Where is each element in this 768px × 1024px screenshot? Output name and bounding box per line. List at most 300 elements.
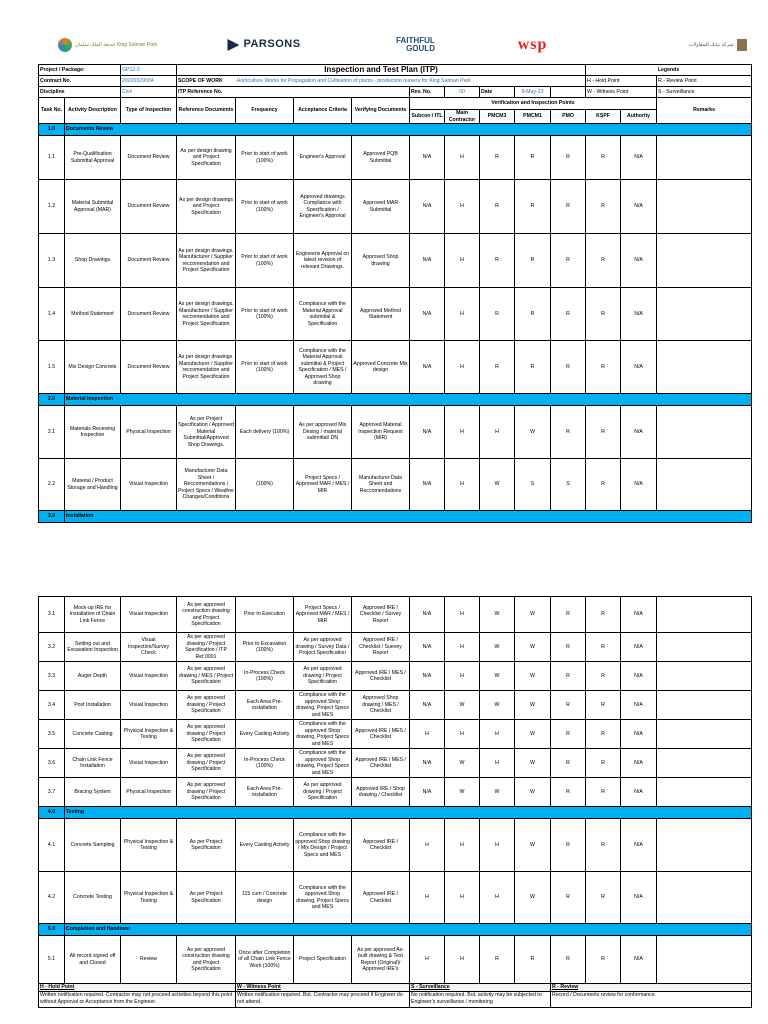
cell-point-pmo: R: [551, 662, 586, 691]
cell-reference-documents: As per approved drawing / MES / Project Specification: [177, 662, 236, 691]
cell-reference-documents: As per approved drawing / Project Specification: [177, 749, 236, 778]
cell-reference-documents: As per approved construction drawing and Project Specification: [177, 936, 236, 984]
cell-point-pmo: R: [551, 749, 586, 778]
cell-remarks: [657, 136, 752, 180]
cell-point-kspf: R: [586, 234, 621, 288]
table-row: [39, 459, 752, 511]
cell-reference-documents: As per design drawings and Project Specification: [177, 180, 236, 234]
cell-point-pmcm1: W: [515, 872, 551, 924]
cell-inspection-type: Document Review: [121, 341, 177, 394]
cell-point-main-contractor: H: [445, 136, 480, 180]
footer-review-text: Record / Documents review for conformance.: [551, 992, 752, 1008]
table-row: [39, 597, 752, 633]
cell-point-authority: N/A: [621, 633, 657, 662]
cell-point-pmcm3: W: [480, 662, 515, 691]
cell-point-pmcm1: W: [515, 819, 551, 872]
fg-bottom-text: GOULD: [406, 44, 435, 53]
table-row: [39, 341, 752, 394]
cell-task-number: 5.1: [39, 936, 65, 984]
cell-activity-description: Auger Depth: [65, 662, 121, 691]
cell-remarks: [657, 691, 752, 720]
cell-point-pmcm1: R: [515, 288, 551, 341]
cell-point-pmcm3: W: [480, 459, 515, 511]
cell-activity-description: Mock-up IRE for Installation of Chain Link Fence: [65, 597, 121, 633]
logo-parsons: [177, 26, 352, 65]
cell-activity-description: Materials Receiving Inspection: [65, 406, 121, 459]
cell-task-number: 3.6: [39, 749, 65, 778]
cell-frequency: Prior to start of work (100%): [236, 234, 294, 288]
table-row: [39, 720, 752, 749]
col-main-contractor: Main Contractor: [445, 110, 480, 124]
cell-point-authority: N/A: [621, 778, 657, 807]
section-number: 5.0: [39, 924, 65, 936]
logo-faithful-gould: [352, 26, 480, 65]
legends-label: Legends: [586, 65, 752, 76]
cell-acceptance-criteria: Compliance with the approved Shop drawing, Project Specs and MES: [294, 720, 352, 749]
cell-point-authority: N/A: [621, 936, 657, 984]
cell-inspection-type: Document Review: [121, 234, 177, 288]
cell-point-authority: N/A: [621, 341, 657, 394]
cell-task-number: 1.2: [39, 180, 65, 234]
section-header: [39, 124, 752, 136]
cell-inspection-type: Physical Inspection: [121, 778, 177, 807]
cell-acceptance-criteria: Compliance with the approved Shop drawing, Project Specs and MES: [294, 872, 352, 924]
cell-point-main-contractor: H: [445, 633, 480, 662]
cell-activity-description: Setting out and Excavation Inspection: [65, 633, 121, 662]
table-row: [39, 662, 752, 691]
cell-point-pmo: R: [551, 720, 586, 749]
footer-legend-titles: [39, 984, 752, 992]
cell-point-main-contractor: W: [445, 778, 480, 807]
cell-reference-documents: As per approved drawing / Project Specification: [177, 778, 236, 807]
cell-inspection-type: Physical Inspection & Testing: [121, 819, 177, 872]
cell-remarks: [657, 234, 752, 288]
cell-reference-documents: As per approved drawing / Project Specification / ITP Ref.0001: [177, 633, 236, 662]
cell-frequency: Prior to Excavation (100%): [236, 633, 294, 662]
cell-verifying-documents: Approved IRE / Checklist / Survey Report: [352, 597, 410, 633]
footer-legend-texts: [39, 992, 752, 1008]
cell-remarks: [657, 872, 752, 924]
cell-remarks: [657, 288, 752, 341]
cell-point-pmo: S: [551, 459, 586, 511]
table-row: [39, 136, 752, 180]
cell-acceptance-criteria: Approved drawings Compliance with Specification / Engineer's Approval: [294, 180, 352, 234]
cell-point-subcon: N/A: [410, 136, 445, 180]
cell-activity-description: Material / Product Storage and Handling: [65, 459, 121, 511]
cell-point-pmcm3: H: [480, 872, 515, 924]
cell-verifying-documents: Approved Concrete Mix design: [352, 341, 410, 394]
cell-point-pmcm3: R: [480, 234, 515, 288]
cell-task-number: 1.5: [39, 341, 65, 394]
logo-king-salman-park: [39, 26, 177, 65]
section-title: Completion and Handover: [65, 924, 752, 936]
rev-value: 00: [445, 87, 480, 98]
cell-task-number: 3.1: [39, 597, 65, 633]
cell-point-authority: N/A: [621, 872, 657, 924]
cell-point-pmcm3: H: [480, 720, 515, 749]
cell-point-pmo: R: [551, 819, 586, 872]
cell-point-pmo: R: [551, 180, 586, 234]
logo-right-text: شركة نيابك للمقاولات: [688, 41, 734, 48]
rev-label: Rev. No.: [410, 87, 445, 98]
cell-point-kspf: R: [586, 597, 621, 633]
cell-point-subcon: H: [410, 819, 445, 872]
discipline-value: Civil: [121, 87, 177, 98]
cell-verifying-documents: Approved PQB Submittal: [352, 136, 410, 180]
footer-hold-title: H - Hold Point: [39, 984, 236, 992]
king-salman-park-logo-icon: [58, 38, 72, 52]
cell-point-pmo: R: [551, 936, 586, 984]
cell-point-subcon: N/A: [410, 180, 445, 234]
cell-frequency: Every Casting Activity: [236, 819, 294, 872]
cell-point-subcon: H: [410, 936, 445, 984]
cell-frequency: Each Area Pre-installation: [236, 691, 294, 720]
cell-verifying-documents: Approved IRE / Checklist: [352, 819, 410, 872]
cell-inspection-type: Visual Inspection: [121, 597, 177, 633]
cell-point-kspf: R: [586, 662, 621, 691]
cell-point-main-contractor: H: [445, 720, 480, 749]
cell-point-main-contractor: H: [445, 288, 480, 341]
cell-point-kspf: R: [586, 180, 621, 234]
date-value: 8-May-23: [515, 87, 551, 98]
col-verification-points: Verification and Inspection Points: [410, 98, 657, 110]
cell-reference-documents: As per Project Specification / Approved Material Submittal/Approved Shop Drawings.: [177, 406, 236, 459]
cell-acceptance-criteria: Project Specification: [294, 936, 352, 984]
cell-point-authority: N/A: [621, 691, 657, 720]
cell-point-pmcm3: R: [480, 936, 515, 984]
cell-point-main-contractor: H: [445, 180, 480, 234]
cell-point-pmo: R: [551, 288, 586, 341]
section-header: [39, 511, 752, 523]
cell-point-pmcm3: H: [480, 819, 515, 872]
cell-reference-documents: Manufacturer Data Sheet / Reccomendations / Project Specs / Weather Changes/Conditions: [177, 459, 236, 511]
cell-frequency: Prior to start of work (100%): [236, 180, 294, 234]
cell-remarks: [657, 720, 752, 749]
cell-reference-documents: As per design drawings. Manufacturer / Supplier reccomendation and Project Specification: [177, 341, 236, 394]
cell-point-subcon: H: [410, 720, 445, 749]
cell-point-pmo: R: [551, 234, 586, 288]
cell-point-pmo: R: [551, 341, 586, 394]
cell-remarks: [657, 662, 752, 691]
cell-acceptance-criteria: Project Specs / Approved MAR / MES / MIR: [294, 459, 352, 511]
cell-inspection-type: Physical Inspection & Testing: [121, 872, 177, 924]
cell-acceptance-criteria: Engineer's Approval: [294, 136, 352, 180]
cell-point-kspf: R: [586, 406, 621, 459]
cell-point-pmo: R: [551, 136, 586, 180]
legend-witness: W - Witness Point: [586, 87, 657, 98]
cell-frequency: 115 cum / Concrete design: [236, 872, 294, 924]
date-label: Date: [480, 87, 515, 98]
cell-verifying-documents: Approved IRE / Checklist: [352, 872, 410, 924]
cell-verifying-documents: Approved Shop drawing / MES / Checklist: [352, 691, 410, 720]
cell-point-kspf: R: [586, 288, 621, 341]
cell-point-pmo: R: [551, 691, 586, 720]
cell-point-subcon: N/A: [410, 234, 445, 288]
cell-task-number: 2.1: [39, 406, 65, 459]
itp-ref-label: ITP Reference No.: [177, 87, 410, 98]
cell-point-main-contractor: W: [445, 749, 480, 778]
cell-point-pmcm1: W: [515, 597, 551, 633]
col-frequency: Frequency: [236, 98, 294, 124]
cell-point-pmcm3: W: [480, 633, 515, 662]
cell-reference-documents: As per Project Specification: [177, 872, 236, 924]
table-row: [39, 872, 752, 924]
table-row: [39, 778, 752, 807]
cell-point-subcon: N/A: [410, 597, 445, 633]
legend-review: R - Review Point: [657, 76, 752, 87]
cell-point-authority: N/A: [621, 819, 657, 872]
cell-point-main-contractor: W: [445, 691, 480, 720]
cell-task-number: 1.4: [39, 288, 65, 341]
cell-point-main-contractor: H: [445, 459, 480, 511]
cell-task-number: 3.4: [39, 691, 65, 720]
cell-point-authority: N/A: [621, 406, 657, 459]
section-header: [39, 924, 752, 936]
section-header: [39, 807, 752, 819]
cell-reference-documents: As per approved drawing / Project Specification: [177, 691, 236, 720]
cell-frequency: Prior to start of work (100%): [236, 341, 294, 394]
col-activity: Activity Description: [65, 98, 121, 124]
cell-point-pmcm3: R: [480, 180, 515, 234]
cell-point-main-contractor: H: [445, 597, 480, 633]
cell-remarks: [657, 341, 752, 394]
cell-point-kspf: R: [586, 136, 621, 180]
cell-verifying-documents: Approved IRE / MES / Checklist: [352, 720, 410, 749]
parsons-text: PARSONS: [243, 38, 301, 51]
cell-point-subcon: N/A: [410, 459, 445, 511]
cell-frequency: In-Process Check (100%): [236, 749, 294, 778]
cell-verifying-documents: As per approved As-built drawing & Test Report (Original)/ Approved IRE's: [352, 936, 410, 984]
cell-point-pmcm1: S: [515, 459, 551, 511]
cell-point-kspf: R: [586, 936, 621, 984]
cell-point-authority: N/A: [621, 234, 657, 288]
cell-remarks: [657, 597, 752, 633]
cell-point-kspf: R: [586, 459, 621, 511]
legend-hold: H - Hold Point: [586, 76, 657, 87]
cell-acceptance-criteria: As per approved drawing / Project Specification: [294, 662, 352, 691]
cell-acceptance-criteria: Compliance with the approved Shop drawing, Project Specs and MES: [294, 749, 352, 778]
cell-remarks: [657, 180, 752, 234]
footer-surveillance-title: S - Surveillance: [410, 984, 551, 992]
cell-point-pmcm3: R: [480, 288, 515, 341]
cell-point-authority: N/A: [621, 662, 657, 691]
cell-point-main-contractor: H: [445, 341, 480, 394]
cell-point-pmcm3: W: [480, 691, 515, 720]
col-pmo: PMO: [551, 110, 586, 124]
table-row: [39, 633, 752, 662]
cell-reference-documents: As per approved construction drawing and Project Specification: [177, 597, 236, 633]
table-row: [39, 234, 752, 288]
contract-value: 20200329004: [121, 76, 177, 87]
cell-point-subcon: N/A: [410, 778, 445, 807]
cell-inspection-type: Visual Inspection: [121, 749, 177, 778]
parsons-logo-icon: [227, 39, 239, 51]
cell-frequency: Prior to start of work (100%): [236, 288, 294, 341]
cell-point-subcon: N/A: [410, 288, 445, 341]
cell-point-pmcm1: R: [515, 234, 551, 288]
col-task-no: Task No.: [39, 98, 65, 124]
cell-task-number: 1.1: [39, 136, 65, 180]
cell-point-pmcm1: W: [515, 662, 551, 691]
cell-acceptance-criteria: As per approved drawing / Project Specification: [294, 778, 352, 807]
cell-reference-documents: As per approved drawing / Project Specification: [177, 720, 236, 749]
scope-label: SCOPE OF WORK: [177, 76, 236, 87]
legend-surveillance: S - Surveillance: [657, 87, 752, 98]
section-title: Documents Review: [65, 124, 752, 136]
col-subcon: Subcon / ITL: [410, 110, 445, 124]
cell-reference-documents: As per design drawings. Manufacturer / Supplier reccomendation and Project Specification: [177, 288, 236, 341]
cell-point-pmcm1: W: [515, 720, 551, 749]
cell-activity-description: Shop Drawings: [65, 234, 121, 288]
cell-point-pmo: R: [551, 778, 586, 807]
cell-acceptance-criteria: Compliance with the approved Shop drawing / Mix Design / Project Specs and MES: [294, 819, 352, 872]
cell-point-kspf: R: [586, 341, 621, 394]
cell-inspection-type: Document Review: [121, 288, 177, 341]
cell-task-number: 1.3: [39, 234, 65, 288]
cell-reference-documents: As per design drawings. Manufacturer / Supplier reccomendation and Project Specification: [177, 234, 236, 288]
cell-acceptance-criteria: Engineeris Approval on latest revision of relevant Drawings.: [294, 234, 352, 288]
cell-point-subcon: H: [410, 872, 445, 924]
cell-point-kspf: R: [586, 778, 621, 807]
cell-remarks: [657, 406, 752, 459]
cell-point-main-contractor: H: [445, 234, 480, 288]
cell-point-authority: N/A: [621, 136, 657, 180]
cell-remarks: [657, 633, 752, 662]
contract-label: Contract No.: [39, 76, 121, 87]
cell-point-kspf: R: [586, 749, 621, 778]
discipline-label: Discipline: [39, 87, 121, 98]
logo-contractor: [586, 26, 752, 65]
cell-point-pmcm1: R: [515, 180, 551, 234]
cell-point-kspf: R: [586, 819, 621, 872]
cell-verifying-documents: Approved Material Inspection Request (MIR): [352, 406, 410, 459]
project-value: GP12.0: [121, 65, 177, 76]
col-pmcm3: PMCM3: [480, 110, 515, 124]
cell-point-authority: N/A: [621, 459, 657, 511]
cell-point-pmcm1: W: [515, 749, 551, 778]
cell-activity-description: Bracing System: [65, 778, 121, 807]
cell-point-pmo: R: [551, 633, 586, 662]
cell-point-main-contractor: H: [445, 662, 480, 691]
footer-witness-text: Written notification required. But. Contractor may proceed if Engineer do not attend.: [236, 992, 410, 1008]
cell-inspection-type: Physical Inspection & Testing: [121, 720, 177, 749]
fg-top-text: FAITHFUL: [396, 36, 435, 45]
cell-inspection-type: Visual Inspection: [121, 662, 177, 691]
cell-point-main-contractor: H: [445, 406, 480, 459]
cell-task-number: 4.1: [39, 819, 65, 872]
cell-point-pmcm1: W: [515, 406, 551, 459]
cell-remarks: [657, 778, 752, 807]
cell-point-subcon: N/A: [410, 662, 445, 691]
cell-inspection-type: Review: [121, 936, 177, 984]
cell-point-pmcm3: R: [480, 341, 515, 394]
cell-frequency: Prior to Execution: [236, 597, 294, 633]
cell-point-subcon: N/A: [410, 406, 445, 459]
section-number: 2.0: [39, 394, 65, 406]
cell-frequency: Prior to start of work (100%): [236, 136, 294, 180]
cell-acceptance-criteria: As per approved Mix Desing / material submittal/ DN: [294, 406, 352, 459]
col-reference: Reference Documents: [177, 98, 236, 124]
cell-task-number: 3.7: [39, 778, 65, 807]
cell-verifying-documents: Approved IRE / Checklist / Suevey Report: [352, 633, 410, 662]
section-number: 4.0: [39, 807, 65, 819]
cell-task-number: 3.5: [39, 720, 65, 749]
cell-acceptance-criteria: Compliance with the approved Shop drawing, Project Specs and MES: [294, 691, 352, 720]
col-remarks: Remarks: [657, 98, 752, 124]
cell-verifying-documents: Approved IRE / MES / Checklist: [352, 749, 410, 778]
col-type: Type of Inspection: [121, 98, 177, 124]
cell-point-pmcm1: R: [515, 341, 551, 394]
itp-table-page-1: [38, 26, 752, 523]
cell-point-kspf: R: [586, 633, 621, 662]
cell-verifying-documents: Approved IRE / Shop drawing / Checklist: [352, 778, 410, 807]
cell-reference-documents: As per Project Specification: [177, 819, 236, 872]
section-title: Material Inspection: [65, 394, 752, 406]
table-row: [39, 406, 752, 459]
cell-point-authority: N/A: [621, 749, 657, 778]
logo-left-text: حديقة الملك سلمان King Salman Park: [74, 41, 158, 48]
cell-inspection-type: Visual Inspection/Survey Check: [121, 633, 177, 662]
table-row: [39, 288, 752, 341]
table-row: [39, 180, 752, 234]
cell-activity-description: All record signed off and Closed: [65, 936, 121, 984]
cell-point-pmcm1: R: [515, 936, 551, 984]
cell-point-pmcm3: R: [480, 136, 515, 180]
cell-acceptance-criteria: Compliance with the Material Approval submittal & Project Specification / MES / Approved Shop drawing: [294, 341, 352, 394]
footer-review-title: R - Review: [551, 984, 752, 992]
cell-activity-description: Concrete Casting: [65, 720, 121, 749]
cell-remarks: [657, 819, 752, 872]
cell-point-authority: N/A: [621, 288, 657, 341]
cell-acceptance-criteria: Project Specs / Approved MAR / MES / MIR: [294, 597, 352, 633]
cell-point-pmcm1: W: [515, 778, 551, 807]
cell-point-subcon: N/A: [410, 341, 445, 394]
table-row: [39, 936, 752, 984]
table-row: [39, 749, 752, 778]
section-title: Installation: [65, 511, 752, 523]
cell-point-pmcm3: H: [480, 749, 515, 778]
cell-task-number: 3.3: [39, 662, 65, 691]
cell-point-pmo: R: [551, 872, 586, 924]
section-header: [39, 394, 752, 406]
footer-surveillance-text: No notification required. But. activity may be subjected to Engineer's surveillance / monitoring: [410, 992, 551, 1008]
table-row: [39, 819, 752, 872]
contractor-logo-icon: [737, 39, 747, 51]
footer-hold-text: Written notification required. Contractor may not proceed activities beyond this point without Approval or Acceptance from the Engineer.: [39, 992, 236, 1008]
cell-frequency: (100%): [236, 459, 294, 511]
cell-frequency: Once after Completion of all Chain Link Fence Work (100%): [236, 936, 294, 984]
cell-verifying-documents: Approved Method Statement: [352, 288, 410, 341]
section-number: 1.0: [39, 124, 65, 136]
col-authority: Authority: [621, 110, 657, 124]
cell-task-number: 2.2: [39, 459, 65, 511]
cell-point-pmcm1: R: [515, 136, 551, 180]
cell-point-kspf: R: [586, 872, 621, 924]
cell-point-pmo: R: [551, 597, 586, 633]
cell-point-pmcm1: W: [515, 691, 551, 720]
col-pmcm1: PMCM1: [515, 110, 551, 124]
cell-remarks: [657, 936, 752, 984]
cell-verifying-documents: Approved MAR Submittal: [352, 180, 410, 234]
itp-table-page-2: [38, 596, 752, 1008]
cell-point-pmcm1: W: [515, 633, 551, 662]
cell-inspection-type: Physical Inspection: [121, 406, 177, 459]
cell-activity-description: Chain Link Fence Installation: [65, 749, 121, 778]
cell-activity-description: Mix Design Concrete: [65, 341, 121, 394]
scope-value: Horticulture Works for Propagation and Cultivation of plants - production nursery for King Salman Park: [236, 76, 586, 87]
cell-activity-description: Material Submittal Approval (MAR): [65, 180, 121, 234]
cell-frequency: Each delivery (100%): [236, 406, 294, 459]
